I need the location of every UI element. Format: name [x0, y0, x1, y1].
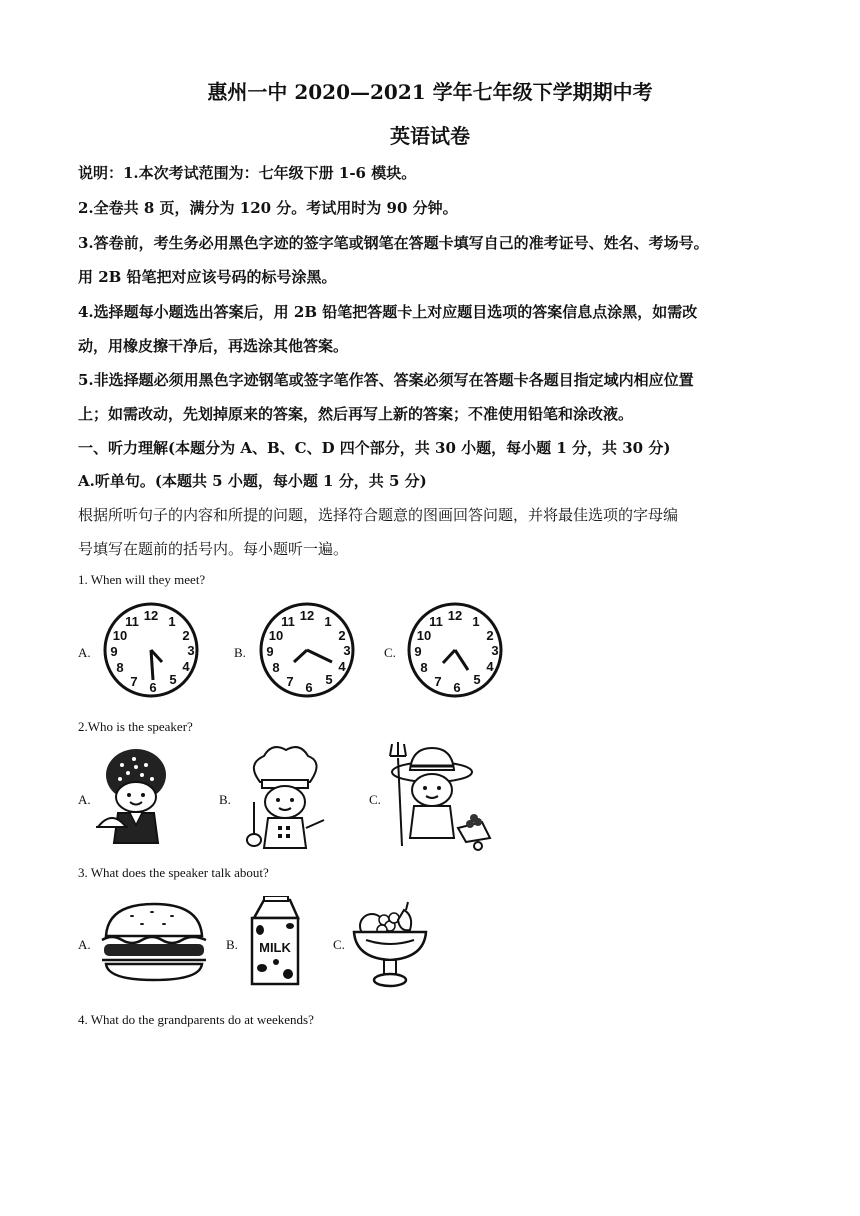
- svg-text:6: 6: [453, 680, 461, 695]
- instruction-line-1: 说明：1.本次考试范围为：七年级下册 1-6 模块。: [78, 164, 417, 182]
- q3-option-a-label: A.: [78, 937, 91, 952]
- q2-option-c-label: C.: [369, 792, 381, 807]
- section-heading: 一、听力理解(本题分为 A、B、C、D 四个部分，共 30 小题，每小题 1 分，共 30 分): [78, 439, 671, 457]
- svg-text:7: 7: [130, 674, 138, 689]
- svg-text:11: 11: [125, 614, 139, 629]
- clock-icon: [400, 600, 510, 700]
- svg-text:6: 6: [149, 680, 157, 695]
- fruit-bowl-icon: [350, 896, 430, 990]
- question-2-text: 2.Who is the speaker?: [78, 719, 193, 734]
- svg-text:4: 4: [486, 659, 494, 674]
- svg-text:4: 4: [182, 659, 190, 674]
- q1-option-b-label: B.: [234, 645, 246, 660]
- svg-text:4: 4: [338, 659, 346, 674]
- svg-text:12: 12: [143, 608, 159, 623]
- instruction-line-2: 2.全卷共 8 页，满分为 120 分。考试用时为 90 分钟。: [78, 199, 458, 217]
- exam-title: 惠州一中 2020—2021 学年七年级下学期期中考: [207, 80, 653, 104]
- q3-option-b-label: B.: [226, 937, 238, 952]
- svg-text:1: 1: [168, 614, 176, 629]
- directions-line-1: 根据所听句子的内容和所提的问题，选择符合题意的图画回答问题，并将最佳选项的字母编: [78, 506, 679, 524]
- farmer-icon: [382, 742, 494, 852]
- svg-text:8: 8: [420, 660, 428, 675]
- q1-option-a-label: A.: [78, 645, 91, 660]
- question-3-text: 3. What does the speaker talk about?: [78, 865, 269, 880]
- instruction-line-4b: 动，用橡皮擦干净后，再选涂其他答案。: [78, 337, 349, 355]
- instruction-line-5b: 上；如需改动，先划掉原来的答案，然后再写上新的答案；不准使用铅笔和涂改液。: [78, 405, 634, 423]
- instruction-line-3b: 用 2B 铅笔把对应该号码的标号涂黑。: [78, 268, 337, 286]
- instruction-line-5a: 5.非选择题必须用黑色字迹钢笔或签字笔作答、答案必须写在答题卡各题目指定域内相应位置: [78, 371, 694, 389]
- q2-option-a-label: A.: [78, 792, 91, 807]
- svg-text:1: 1: [472, 614, 480, 629]
- svg-text:2: 2: [338, 628, 346, 643]
- svg-text:2: 2: [182, 628, 190, 643]
- directions-line-2: 号填写在题前的括号内。每小题听一遍。: [78, 540, 349, 558]
- chef-icon: [238, 742, 330, 852]
- svg-text:5: 5: [325, 672, 333, 687]
- svg-text:8: 8: [272, 660, 280, 675]
- part-a-heading: A.听单句。(本题共 5 小题，每小题 1 分，共 5 分): [78, 472, 427, 490]
- svg-text:12: 12: [299, 608, 315, 623]
- svg-text:7: 7: [286, 674, 294, 689]
- svg-text:12: 12: [447, 608, 463, 623]
- q2-option-b-label: B.: [219, 792, 231, 807]
- svg-text:5: 5: [169, 672, 177, 687]
- svg-text:3: 3: [491, 643, 499, 658]
- svg-text:10: 10: [268, 628, 284, 643]
- q3-option-c-label: C.: [333, 937, 345, 952]
- svg-text:3: 3: [187, 643, 195, 658]
- question-1-text: 1. When will they meet?: [78, 572, 206, 587]
- hamburger-icon: [98, 902, 210, 982]
- clock-icon: [252, 600, 362, 700]
- svg-text:1: 1: [324, 614, 332, 629]
- svg-text:9: 9: [414, 644, 422, 659]
- svg-text:5: 5: [473, 672, 481, 687]
- instruction-line-3a: 3.答卷前，考生务必用黑色字迹的签字笔或钢笔在答题卡填写自己的准考证号、姓名、考场号。: [78, 234, 709, 252]
- svg-text:8: 8: [116, 660, 124, 675]
- svg-text:7: 7: [434, 674, 442, 689]
- svg-text:10: 10: [112, 628, 128, 643]
- q1-option-c-label: C.: [384, 645, 396, 660]
- instruction-line-4a: 4.选择题每小题选出答案后，用 2B 铅笔把答题卡上对应题目选项的答案信息点涂黑，如需改: [78, 303, 698, 321]
- milk-carton-icon: [246, 896, 304, 988]
- svg-text:9: 9: [266, 644, 274, 659]
- svg-text:6: 6: [305, 680, 313, 695]
- exam-subtitle: 英语试卷: [390, 124, 470, 148]
- question-4-text: 4. What do the grandparents do at weekends?: [78, 1012, 314, 1027]
- svg-text:9: 9: [110, 644, 118, 659]
- svg-text:11: 11: [429, 614, 443, 629]
- waiter-icon: [96, 745, 176, 850]
- milk-carton-label: MILK: [259, 940, 291, 955]
- svg-text:3: 3: [343, 643, 351, 658]
- svg-text:2: 2: [486, 628, 494, 643]
- clock-icon: [96, 600, 206, 700]
- svg-text:11: 11: [281, 614, 295, 629]
- svg-text:10: 10: [416, 628, 432, 643]
